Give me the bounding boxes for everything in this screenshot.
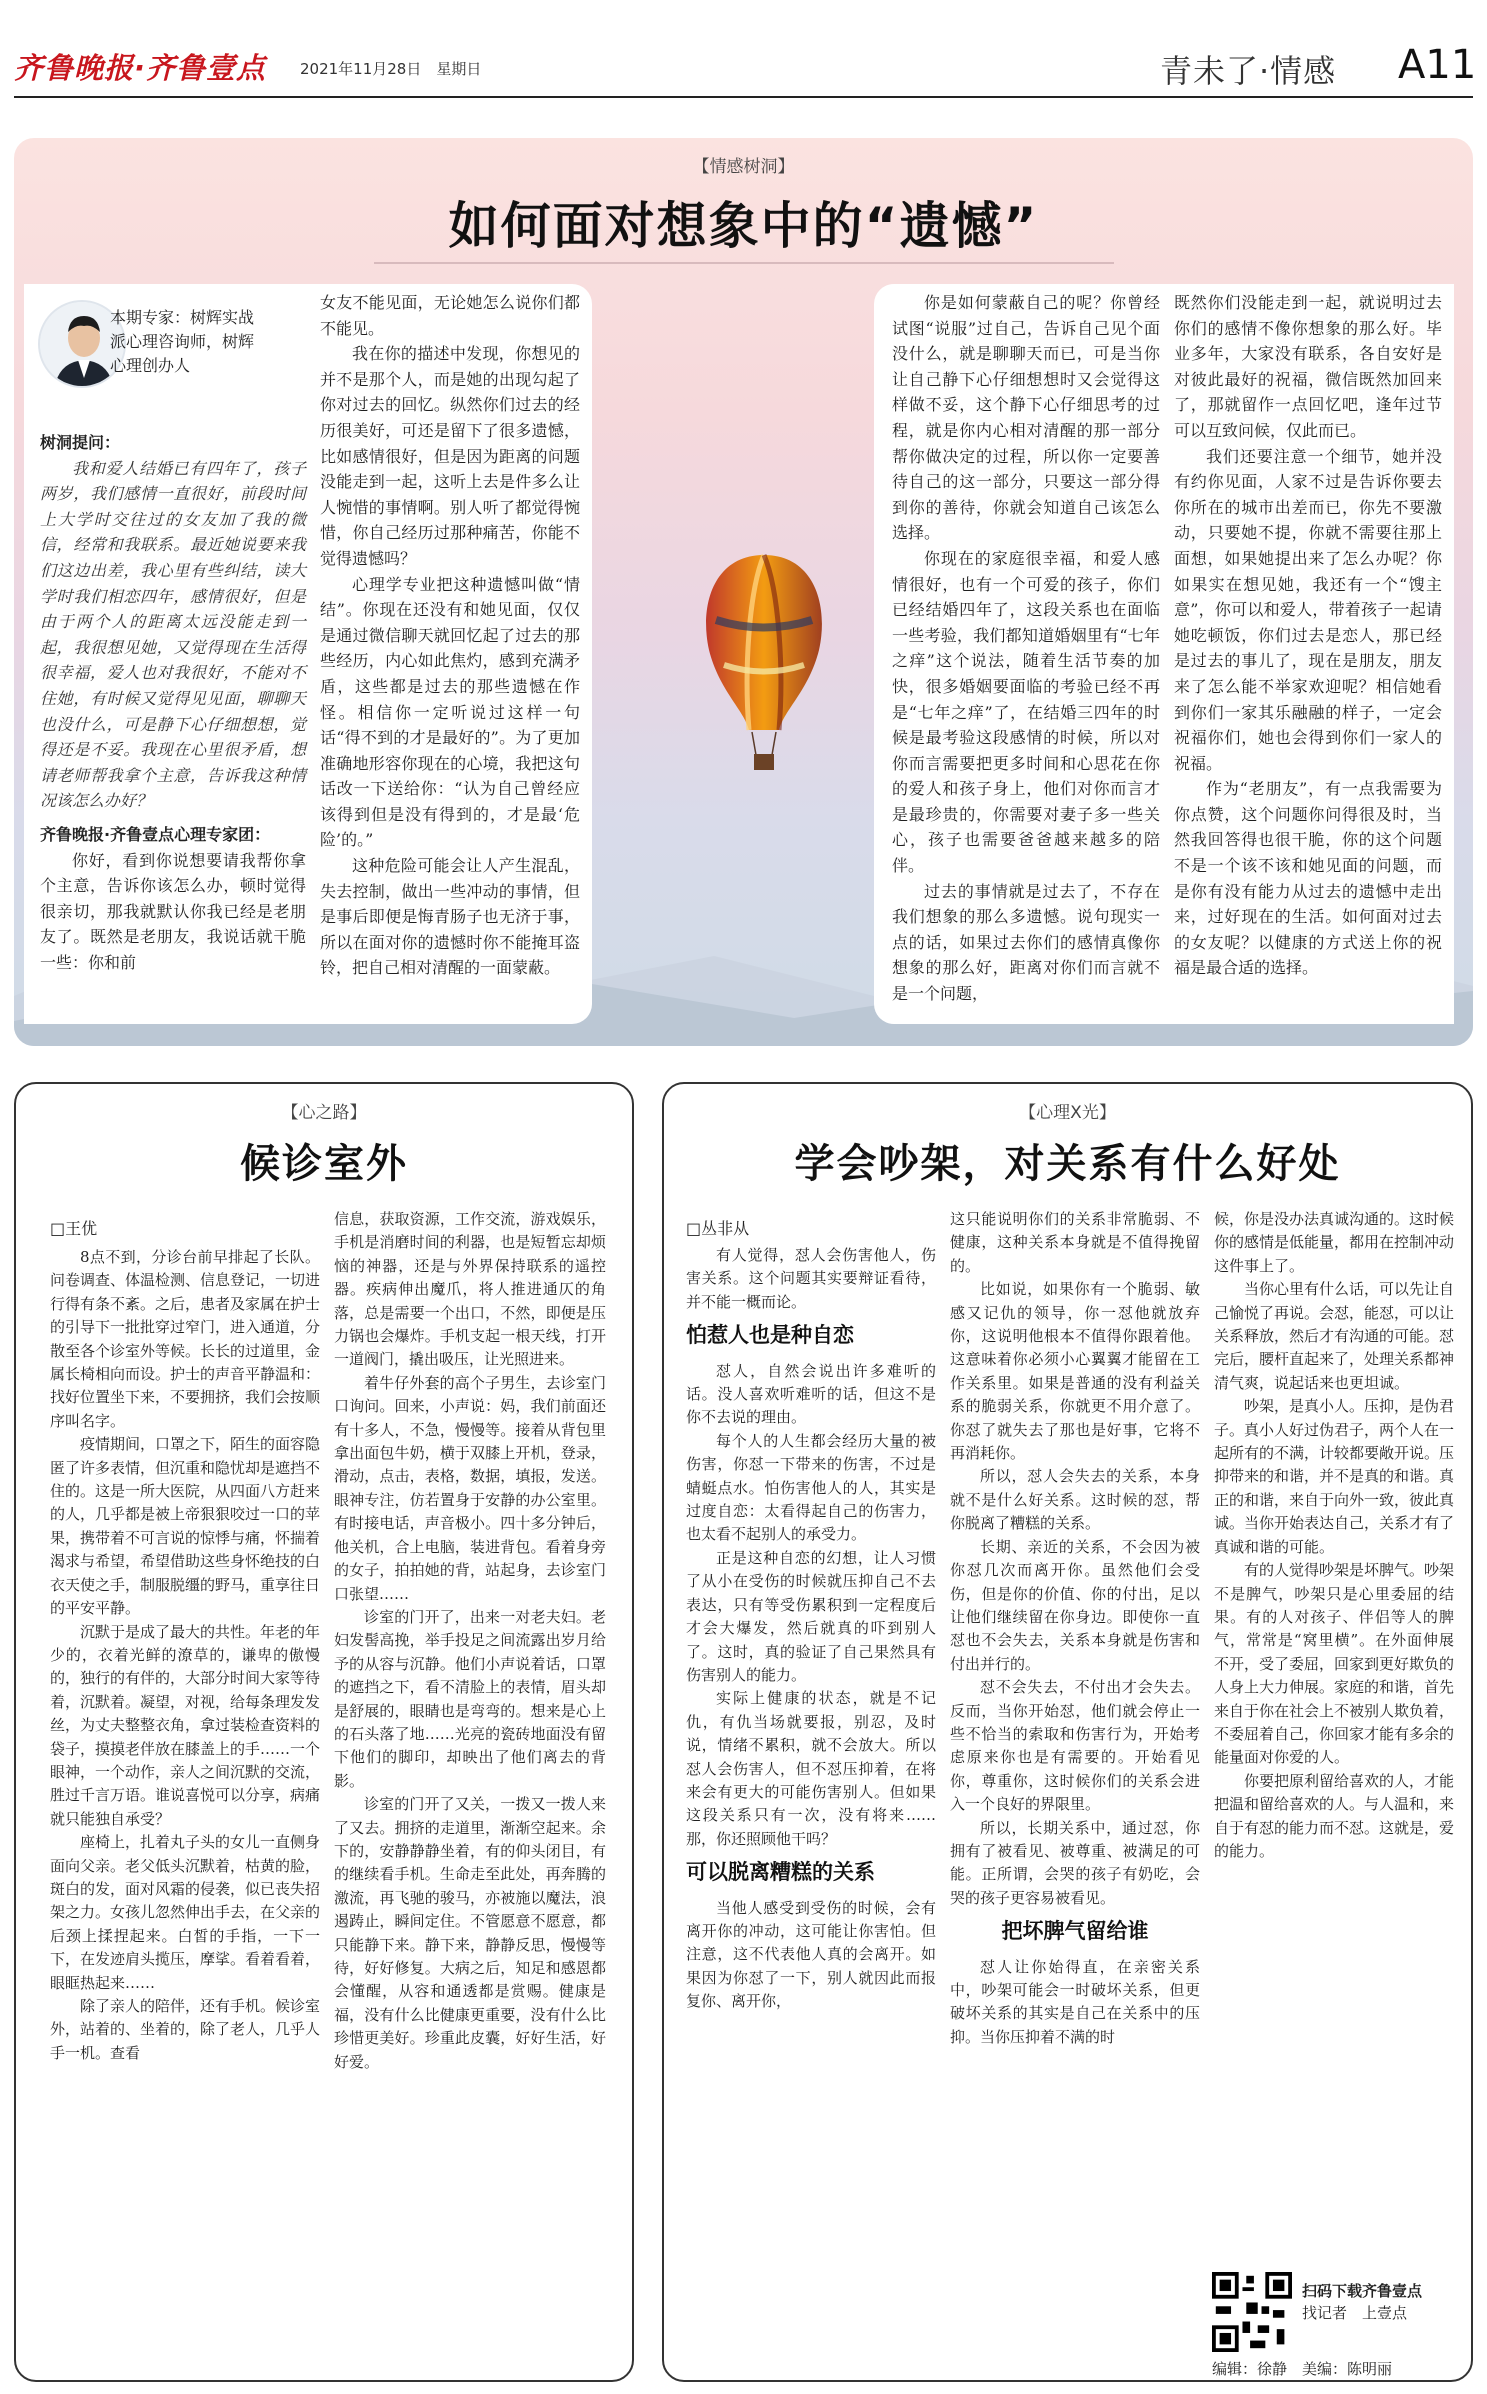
essay-paragraph: 所以，长期关系中，通过怼，你拥有了被看见、被尊重、被满足的可能。正所谓，会哭的孩子有奶吃，会哭的孩子更容易被看见。 bbox=[950, 1818, 1200, 1907]
essay-paragraph: 8点不到，分诊台前早排起了长队。问卷调查、体温检测、信息登记，一切进行得有条不紊。之后，患者及家属在护士的引导下一批批穿过窄门，进入通道，分散至各个诊室外等候。长长的过道里，金属长椅相向而设。护士的声音平静温和：找好位置坐下来，不要拥挤，我们会按顺序叫名字。 bbox=[50, 1248, 321, 1430]
essay-paragraph: 着牛仔外套的高个子男生，去诊室门口询问。回来，小声说：妈，我们前面还有十多人，不急，慢慢等。接着从背包里拿出面包牛奶，横于双膝上开机，登录，滑动，点击，表格，数据，填报，发送。眼神专注，仿若置身于安静的办公室里。有时接电话，声音极小。四十多分钟后，他关机，合上电脑，装进背包。看着身旁的女子，拍拍她的背，站起身，去诊室门口张望…… bbox=[334, 1373, 606, 1603]
essay-paragraph: 长期、亲近的关系，不会因为被你怼几次而离开你。虽然他们会受伤，但是你的价值、你的付出，足以让他们继续留在你身边。即使你一直怼也不会失去，关系本身就是伤害和付出并行的。 bbox=[950, 1537, 1200, 1673]
answer-label: 齐鲁晚报·齐鲁壹点心理专家团： bbox=[40, 824, 271, 844]
essay-paragraph: 除了亲人的陪伴，还有手机。候诊室外，站着的、坐着的，除了老人，几乎人手一机。查看 bbox=[50, 1997, 321, 2062]
editor-credits: 编辑：徐静 美编：陈明丽 bbox=[1212, 2360, 1393, 2378]
essay-paragraph: 当你心里有什么话，可以先让自己愉悦了再说。会怼，能怼，可以让关系释放，然后才有沟通的可能。怼完后，腰杆直起来了，处理关系都神清气爽，说起话来也更坦诚。 bbox=[1214, 1280, 1455, 1392]
essay-paragraph: 怼人，自然会说出许多难听的话。没人喜欢听难听的话，但这不是你不去说的理由。 bbox=[686, 1361, 936, 1427]
answer-paragraph: 你是如何蒙蔽自己的呢？你曾经试图“说服”过自己，告诉自己见个面没什么，就是聊聊天而已，可是当你让自己静下心仔细想想时又会觉得这样做不妥，这个静下心仔细思考的过程，就是你内心相对清醒的那一部分帮你做决定的过程，所以你一定要善待自己的这一部分，只要这一部分得到你的善待，你就会知道自己该怎么选择。 bbox=[892, 293, 1160, 543]
essay-paragraph: 信息，获取资源，工作交流，游戏娱乐，手机是消磨时间的利器，也是短暂忘却烦恼的神器，还是与外界保持联系的遥控器。疾病伸出魔爪，将人推进通仄的角落，总是需要一个出口，不然，即便是压力锅也会爆炸。手机支起一根天线，打开一道阀门，撬出吸压，让光照进来。 bbox=[334, 1210, 606, 1369]
qr-subtitle: 找记者 上壹点 bbox=[1302, 2304, 1408, 2322]
feature-kicker: 【情感树洞】 bbox=[692, 157, 795, 177]
essay-column-1 bbox=[686, 1244, 936, 2014]
masthead bbox=[0, 0, 1487, 100]
essay-paragraph: 实际上健康的状态，就是不记仇，有仇当场就要报，别忍，及时说，情绪不累积，就不会放大。所以怼人会伤害人，但不怼压抑着，在将来会有更大的可能伤害别人。但如果这段关系只有一次，没有将来……那，你还照顾他干吗？ bbox=[686, 1689, 936, 1848]
essay-paragraph: 每个人的人生都会经历大量的被伤害，你怼一下带来的伤害，不过是蜻蜓点水。怕伤害他人的人，其实是过度自恋：太看得起自己的伤害力，也太看不起别人的承受力。 bbox=[686, 1431, 936, 1544]
essay-paragraph: 诊室的门开了，出来一对老夫妇。老妇发髻高挽，举手投足之间流露出岁月给予的从容与沉静。他们小声说着话，口罩的遮挡之下，看不清脸上的表情，眉头却是舒展的，眼睛也是弯弯的。想来是心上的石头落了地……光亮的瓷砖地面没有留下他们的脚印，却映出了他们离去的背影。 bbox=[334, 1607, 606, 1790]
newspaper-logo: 齐鲁晚报·齐鲁壹点 bbox=[14, 51, 267, 85]
essay-paragraph: 正是这种自恋的幻想，让人习惯了从小在受伤的时候就压抑自己不去表达，只有等受伤累积到一定程度后才会大爆发，然后就真的吓到别人了。这时，真的验证了自己果然具有伤害别人的能力。 bbox=[686, 1548, 936, 1684]
essay-paragraph: 怼不会失去，不付出才会失去。反而，当你开始怼，他们就会停止一些不恰当的索取和伤害行为，开始考虑原来你也是有需要的。开始看见你，尊重你，这时候你们的关系会进入一个良好的界限里。 bbox=[950, 1678, 1200, 1814]
qr-code-icon[interactable] bbox=[1212, 2272, 1292, 2352]
answer-paragraph: 我们还要注意一个细节，她并没有约你见面，人家不过是告诉你要去你所在的城市出差而已，你先不要激动，只要她不提，你就不需要往那上面想，如果她提出来了怎么办呢？你如果实在想见她，我还有一个“馊主意”，你可以和爱人，带着孩子一起请她吃顿饭，你们过去是恋人，那已经是过去的事儿了，现在是朋友，朋友来了怎么能不举家欢迎呢？相信她看到你们一家其乐融融的样子，一定会祝福你们，她也会得到你们一家人的祝福。 bbox=[1174, 446, 1442, 773]
essay-paragraph: 候，你是没办法真诚沟通的。这时候你的感情是低能量，都用在控制冲动这件事上了。 bbox=[1214, 1210, 1455, 1275]
essay-box-arguing bbox=[662, 1082, 1473, 2382]
essay-headline: 候诊室外 bbox=[240, 1141, 408, 1187]
essay-paragraph: 诊室的门开了又关，一拨又一拨人来了又去。拥挤的走道里，渐渐空起来。余下的，安静静静坐着，有的仰头闭目，有的继续看手机。生命走至此处，再奔腾的激流，再飞驰的骏马，亦被施以魔法，浪遏踌止，瞬间定住。不管愿意不愿意，都只能静下来。静下来，静静反思，慢慢等待，好好修复。大病之后，知足和感恩都会懂醒，从容和通透都是赏赐。健康是福，没有什么比健康更重要，没有什么比珍惜更美好。珍重此皮囊，好好生活，好好爱。 bbox=[334, 1795, 606, 2071]
essay-author: □王优 bbox=[50, 1219, 98, 1238]
answer-column-4 bbox=[1174, 290, 1442, 981]
answer-column-3 bbox=[892, 290, 1160, 1007]
qr-title: 扫码下载齐鲁壹点 bbox=[1302, 2282, 1423, 2300]
answer-paragraph: 女友不能见面，无论她怎么说你们都不能见。 bbox=[320, 293, 580, 338]
qr-caption bbox=[1302, 2280, 1462, 2324]
feature-headline: 如何面对想象中的“遗憾” bbox=[448, 197, 1039, 255]
essay-column-3 bbox=[1214, 1208, 1454, 1863]
answer-paragraph: 作为“老朋友”，有一点我需要为你点赞，这个问题你问得很及时，当然我回答得也很干脆，你的这个问题不是一个该不该和她见面的问题，而是你有没有能力从过去的遗憾中走出来，过好现在的生活。如何面对过去的女友呢？以健康的方式送上你的祝福是最合适的选择。 bbox=[1174, 779, 1442, 978]
answer-paragraph: 既然你们没能走到一起，就说明过去你们的感情不像你想象的那么好。毕业多年，大家没有联系，各自安好是对彼此最好的祝福，微信既然加回来了，那就留作一点回忆吧，逢年过节可以互致问候，仅此而已。 bbox=[1174, 293, 1442, 440]
essay-paragraph: 你要把原利留给喜欢的人，才能把温和留给喜欢的人。与人温和，来自于有怼的能力而不怼。这就是，爱的能力。 bbox=[1214, 1771, 1455, 1860]
essay-column-2 bbox=[950, 1208, 1200, 2049]
answer-paragraph: 这种危险可能会让人产生混乱，失去控制，做出一些冲动的事情，但是事后即便是悔青肠子也无济于事，所以在面对你的遗憾时你不能掩耳盗铃，把自己相对清醒的一面蒙蔽。 bbox=[320, 856, 580, 978]
essay-paragraph: 座椅上，扎着丸子头的女儿一直侧身面向父亲。老父低头沉默着，枯黄的脸，斑白的发，面对风霜的侵袭，似已丧失招架之力。女孩儿忽然伸出手去，在父亲的后颈上揉捏起来。白皙的手指，一下一下，在发迹肩头揽压，摩挲。看着看着，眼眶热起来…… bbox=[50, 1833, 321, 1992]
masthead-divider bbox=[14, 96, 1473, 98]
essay-column-2 bbox=[334, 1208, 606, 2074]
answer-paragraph: 心理学专业把这种遗憾叫做“情结”。你现在还没有和她见面，仅仅是通过微信聊天就回忆起了过去的那些经历，内心如此焦灼，感到充满矛盾，这些都是过去的那些遗憾在作怪。相信你一定听说过这样一句话“得不到的才是最好的”。为了更加准确地形容你现在的心境，我把这句话改一下送给你：“认为自己曾经应该得到但是没有得到的，才是最‘危险’的。” bbox=[320, 574, 580, 850]
essay-headline: 学会吵架，对关系有什么好处 bbox=[794, 1141, 1341, 1187]
essay-kicker: 【心理X光】 bbox=[1019, 1103, 1116, 1123]
essay-subheading: 把坏脾气留给谁 bbox=[1001, 1919, 1149, 1944]
answer-paragraph: 我在你的描述中发现，你想见的并不是那个人，而是她的出现勾起了你对过去的回忆。纵然你们过去的经历很美好，可还是留下了很多遗憾，比如感情很好，但是因为距离的问题没能走到一起，这听上去是件多么让人惋惜的事情啊。别人听了都觉得惋惜，你自己经历过那种痛苦，你能不觉得遗憾吗？ bbox=[320, 344, 580, 568]
question-label: 树洞提问： bbox=[40, 433, 121, 452]
question-text: 我和爱人结婚已有四年了，孩子两岁，我们感情一直很好，前段时间上大学时交往过的女友加了我的微信，经常和我联系。最近她说要来我们这边出差，我心里有些纠结，读大学时我们相恋四年，感情很好，但是由于两个人的距离太远没能走到一起，我很想见她，又觉得现在生活得很幸福，爱人也对我很好，不能对不住她，有时候又觉得见见面，聊聊天也没什么，可是静下心仔细想想，觉得还是不妥。我现在心里很矛盾，想请老师帮我拿个主意，告诉我这种情况该怎么办好？ bbox=[40, 458, 306, 811]
expert-intro: 本期专家：树辉实战派心理咨询师，树辉心理创办人 bbox=[110, 308, 255, 375]
essay-paragraph: 有人觉得，怼人会伤害他人，伤害关系。这个问题其实要辩证看待，并不能一概而论。 bbox=[686, 1246, 936, 1311]
essay-box-waiting-room bbox=[14, 1082, 634, 2382]
feature-section bbox=[14, 138, 1473, 1046]
essay-subheading: 怕惹人也是种自恋 bbox=[686, 1323, 854, 1348]
essay-paragraph: 有的人觉得吵架是坏脾气。吵架不是脾气，吵架只是心里委屈的结果。有的人对孩子、伴侣等人的脾气，常常是“窝里横”。在外面伸展不开，受了委屈，回家到更好欺负的人身上大力伸展。家庭的和谐，首先来自于你在社会上不被别人欺负着，不委屈着自己，你回家才能有多余的能量面对你爱的人。 bbox=[1214, 1561, 1455, 1767]
essay-paragraph: 疫情期间，口罩之下，陌生的面容隐匿了许多表情，但沉重和隐忧却是遮挡不住的。这是一所大医院，从四面八方赶来的人，几乎都是被上帝狠狠咬过一口的苹果，携带着不可言说的惊悸与痛，怀揣着渴求与希望，希望借助这些身怀绝技的白衣天使之手，制服脱缰的野马，重享往日的平安平静。 bbox=[50, 1435, 321, 1618]
answer-paragraph: 过去的事情就是过去了，不存在我们想象的那么多遗憾。说句现实一点的话，如果过去你们的感情真像你想象的那么好，距离对你们而言就不是一个问题， bbox=[892, 881, 1160, 1004]
headline-divider bbox=[374, 262, 1114, 264]
page-number: A11 bbox=[1398, 42, 1477, 88]
essay-paragraph: 吵架，是真小人。压抑，是伪君子。真小人好过伪君子，两个人在一起所有的不满，计较都要敞开说。压抑带来的和谐，并不是真的和谐。真正的和谐，来自于向外一致，彼此真诚。当你开始表达自己，关系才有了真诚和谐的可能。 bbox=[1214, 1397, 1455, 1556]
essay-kicker: 【心之路】 bbox=[281, 1103, 367, 1123]
essay-paragraph: 所以，怼人会失去的关系，本身就不是什么好关系。这时候的怼，帮你脱离了糟糕的关系。 bbox=[950, 1467, 1200, 1533]
answer-column-2 bbox=[320, 290, 580, 981]
question-column bbox=[40, 430, 306, 975]
essay-paragraph: 怼人让你始得直，在亲密关系中，吵架可能会一时破坏关系，但更破坏关系的其实是自己在关系中的压抑。当你压抑着不满的时 bbox=[950, 1957, 1200, 2046]
essay-paragraph: 这只能说明你们的关系非常脆弱、不健康，这种关系本身就是不值得挽留的。 bbox=[950, 1210, 1200, 1275]
answer-text: 你好，看到你说想要请我帮你拿个主意，告诉你该怎么办，顿时觉得很亲切，那我就默认你我已经是老朋友了。既然是老朋友，我说话就干脆一些：你和前 bbox=[40, 850, 306, 972]
essay-paragraph: 沉默于是成了最大的共性。年老的年少的，衣着光鲜的潦草的，谦卑的傲慢的，独行的有伴的，大部分时间大家等待着，沉默着。凝望，对视，给每条理发发丝，为丈夫整整衣角，拿过装检查资料的袋子，摸摸老伴放在膝盖上的手……一个眼神，一个动作，亲人之间沉默的交流，胜过千言万语。谁说喜悦可以分享，病痛就只能独自承受？ bbox=[50, 1622, 321, 1828]
hot-air-balloon-illustration bbox=[694, 550, 834, 780]
essay-paragraph: 比如说，如果你有一个脆弱、敏感又记仇的领导，你一怼他就放弃你，这说明他根本不值得你跟着他。这意味着你必须小心翼翼才能留在工作关系里。如果是普通的没有利益关系的脆弱关系，你就更不用介意了。你怼了就失去了那也是好事，它将不再消耗你。 bbox=[950, 1280, 1200, 1463]
essay-column-1 bbox=[50, 1246, 320, 2065]
answer-paragraph: 你现在的家庭很幸福，和爱人感情很好，也有一个可爱的孩子，你们已经结婚四年了，这段关系也在面临一些考验，我们都知道婚姻里有“七年之痒”这个说法，随着生活节奏的加快，很多婚姻要面临的考验已经不再是“七年之痒”了，在结婚三四年的时候是最考验这段感情的时候，所以对你而言需要把更多时间和心思花在你的爱人和孩子身上，他们对你而言才是最珍贵的，你需要对妻子多一些关心，孩子也需要爸爸越来越多的陪伴。 bbox=[892, 548, 1160, 876]
essay-author: □丛非从 bbox=[686, 1219, 750, 1238]
essay-paragraph: 当他人感受到受伤的时候，会有离开你的冲动，这可能让你害怕。但注意，这不代表他人真的会离开。如果因为你怼了一下，别人就因此而报复你、离开你， bbox=[686, 1898, 936, 2011]
section-name: 青未了·情感 bbox=[1160, 52, 1337, 90]
issue-date: 2021年11月28日 星期日 bbox=[300, 60, 482, 78]
essay-subheading: 可以脱离糟糕的关系 bbox=[686, 1860, 875, 1885]
